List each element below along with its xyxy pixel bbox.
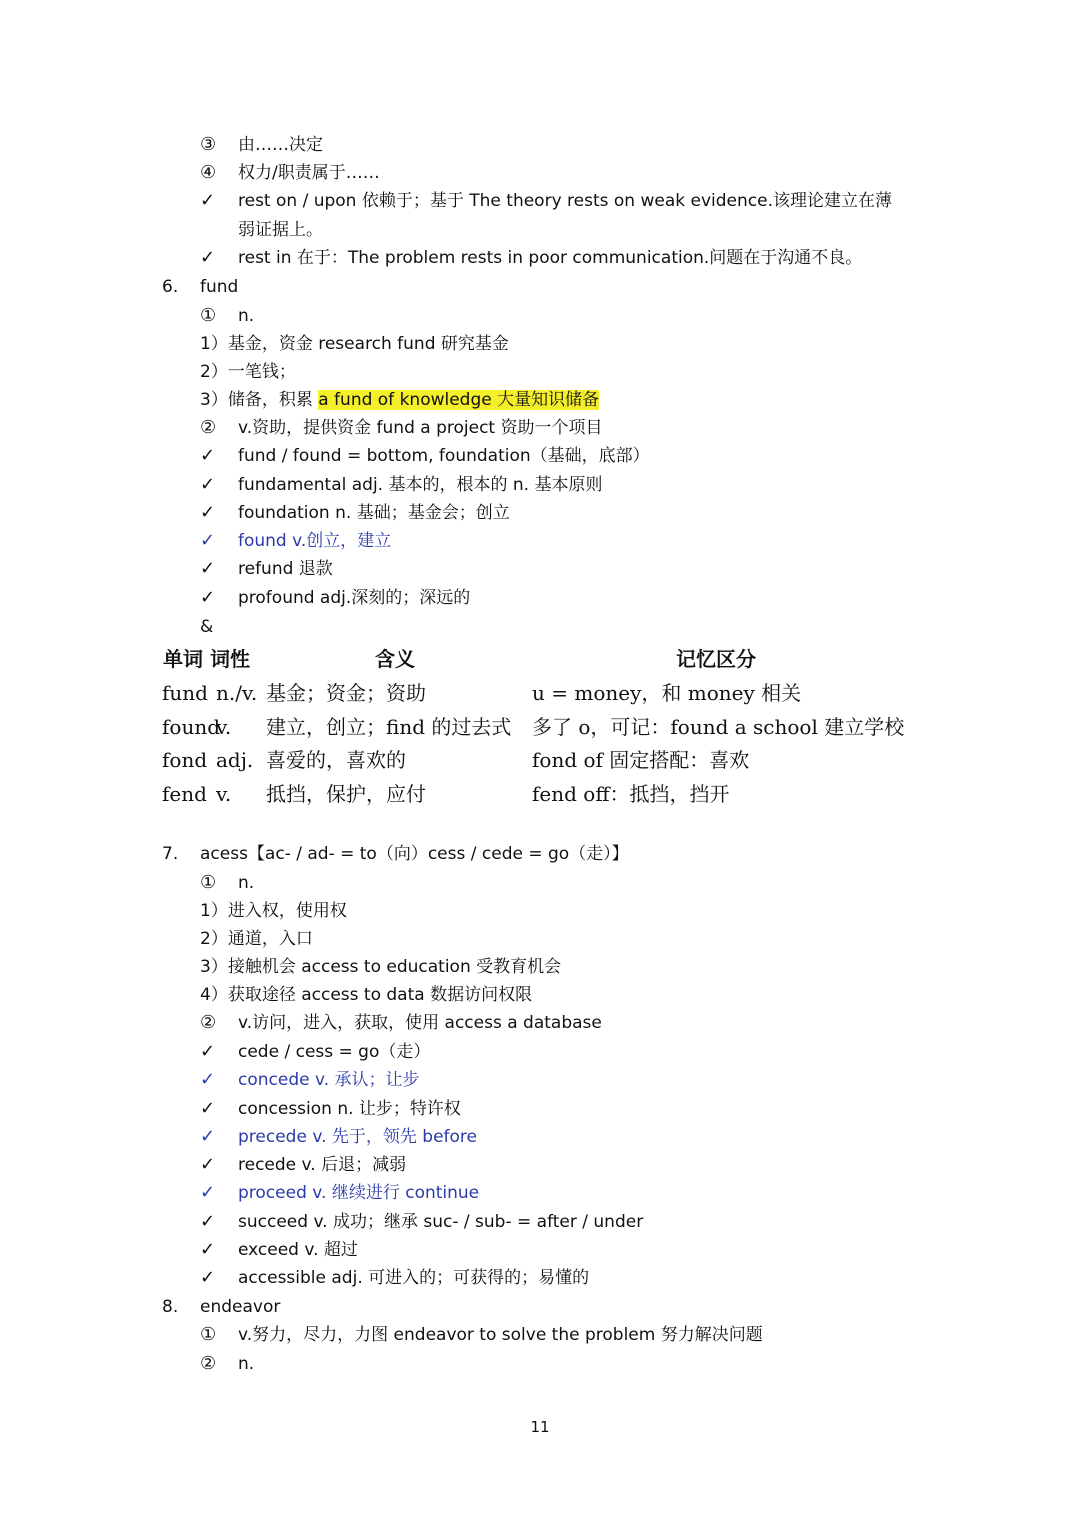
acess-accessible: ✓ accessible adj. 可进入的；可获得的；易懂的 (200, 1267, 590, 1288)
check-icon: ✓ (200, 1098, 216, 1119)
acess-sense-2: 2）通道，入口 (200, 929, 313, 949)
table-header-memo: 记忆区分 (676, 647, 756, 671)
check-icon: ✓ (200, 1211, 216, 1232)
circled-number-2: ② (200, 417, 217, 438)
entry-heading-fund: 6. fund (162, 277, 239, 297)
fund-found: ✓ found v.创立，建立 (200, 530, 392, 551)
phrase-rest-on-continued: 弱证据上。 (238, 220, 323, 240)
acess-recede: ✓ recede v. 后退；减弱 (200, 1154, 407, 1175)
fund-root: ✓ fund / found = bottom, foundation（基础，底部） (200, 445, 650, 466)
circled-number-3: ③ (200, 134, 217, 155)
check-icon: ✓ (200, 1041, 216, 1062)
check-icon: ✓ (200, 445, 216, 466)
page-number: 11 (530, 1418, 550, 1436)
acess-proceed: ✓ proceed v. 继续进行 continue (200, 1182, 480, 1203)
acess-sense-4: 4）获取途径 access to data 数据访问权限 (200, 985, 533, 1005)
table-cell-memo: fend off：抵挡，挡开 (532, 782, 730, 806)
phrase-rest-in: ✓ rest in 在于：The problem rests in poor communication.问题在于沟通不良。 (200, 247, 863, 268)
fund-foundation: ✓ foundation n. 基础；基金会；创立 (200, 502, 510, 523)
acess-concession: ✓ concession n. 让步；特许权 (200, 1098, 461, 1119)
table-header-meaning: 含义 (375, 647, 415, 671)
fund-sense-2: 2）一笔钱； (200, 362, 296, 382)
table-cell-word: found (162, 715, 221, 739)
acess-verb: ② v.访问，进入，获取，使用 access a database (200, 1012, 602, 1033)
acess-exceed: ✓ exceed v. 超过 (200, 1239, 358, 1260)
meaning-4: ④ 权力/职责属于…… (200, 162, 380, 183)
check-icon: ✓ (200, 1182, 216, 1203)
fund-sense-3: 3）储备，积累 a fund of knowledge 大量知识储备 (200, 390, 600, 410)
table-cell-pos: v. (216, 782, 232, 806)
phrase-rest-on: ✓ rest on / upon 依赖于；基于 The theory rests on weak evidence.该理论建立在薄 (200, 190, 892, 211)
acess-noun: ① n. (200, 872, 255, 893)
fund-refund: ✓ refund 退款 (200, 558, 333, 579)
table-header-word: 单词 词性 (163, 647, 250, 671)
table-cell-memo: u = money，和 money 相关 (532, 681, 802, 705)
table-cell-meaning: 抵挡，保护，应付 (266, 782, 426, 806)
table-cell-word: fend (162, 782, 207, 806)
ampersand: & (200, 617, 214, 637)
acess-sense-3: 3）接触机会 access to education 受教育机会 (200, 957, 562, 977)
table-cell-meaning: 建立，创立；find 的过去式 (266, 715, 512, 739)
acess-sense-1: 1）进入权，使用权 (200, 901, 347, 921)
check-icon: ✓ (200, 1267, 216, 1288)
circled-number-1: ① (200, 872, 217, 893)
table-cell-word: fund (162, 681, 208, 705)
table-cell-meaning: 喜爱的，喜欢的 (266, 748, 406, 772)
circled-number-4: ④ (200, 162, 217, 183)
meaning-3: ③ 由……决定 (200, 134, 323, 155)
entry-heading-acess: 7. acess【ac- / ad- = to（向）cess / cede = go（走）】 (162, 844, 629, 864)
endeavor-verb: ① v.努力，尽力，力图 endeavor to solve the problem 努力解决问题 (200, 1324, 763, 1345)
fund-verb: ② v.资助，提供资金 fund a project 资助一个项目 (200, 417, 603, 438)
check-icon: ✓ (200, 1239, 216, 1260)
check-icon: ✓ (200, 587, 216, 608)
acess-precede: ✓ precede v. 先于，领先 before (200, 1126, 477, 1147)
check-icon: ✓ (200, 190, 216, 211)
fund-sense-1: 1）基金，资金 research fund 研究基金 (200, 334, 509, 354)
table-cell-pos: n./v. (216, 681, 258, 705)
acess-root: ✓ cede / cess = go（走） (200, 1041, 431, 1062)
entry-heading-endeavor: 8. endeavor (162, 1297, 281, 1317)
check-icon: ✓ (200, 530, 216, 551)
table-cell-memo: 多了 o，可记：found a school 建立学校 (532, 715, 905, 739)
check-icon: ✓ (200, 558, 216, 579)
circled-number-2: ② (200, 1353, 217, 1374)
check-icon: ✓ (200, 474, 216, 495)
check-icon: ✓ (200, 1154, 216, 1175)
circled-number-1: ① (200, 1324, 217, 1345)
fund-fundamental: ✓ fundamental adj. 基本的，根本的 n. 基本原则 (200, 474, 603, 495)
table-cell-word: fond (162, 748, 208, 772)
circled-number-1: ① (200, 305, 217, 326)
endeavor-noun: ② n. (200, 1353, 255, 1374)
highlighted-phrase: a fund of knowledge 大量知识储备 (318, 390, 600, 410)
table-cell-pos: adj. (216, 748, 254, 772)
table-cell-meaning: 基金；资金；资助 (266, 681, 426, 705)
check-icon: ✓ (200, 1126, 216, 1147)
circled-number-2: ② (200, 1012, 217, 1033)
check-icon: ✓ (200, 247, 216, 268)
acess-succeed: ✓ succeed v. 成功；继承 suc- / sub- = after / under (200, 1211, 644, 1232)
check-icon: ✓ (200, 1069, 216, 1090)
table-cell-pos: v. (216, 715, 232, 739)
acess-concede: ✓ concede v. 承认；让步 (200, 1069, 420, 1090)
table-cell-memo: fond of 固定搭配：喜欢 (532, 748, 750, 772)
fund-profound: ✓ profound adj.深刻的；深远的 (200, 587, 471, 608)
fund-noun: ① n. (200, 305, 255, 326)
check-icon: ✓ (200, 502, 216, 523)
